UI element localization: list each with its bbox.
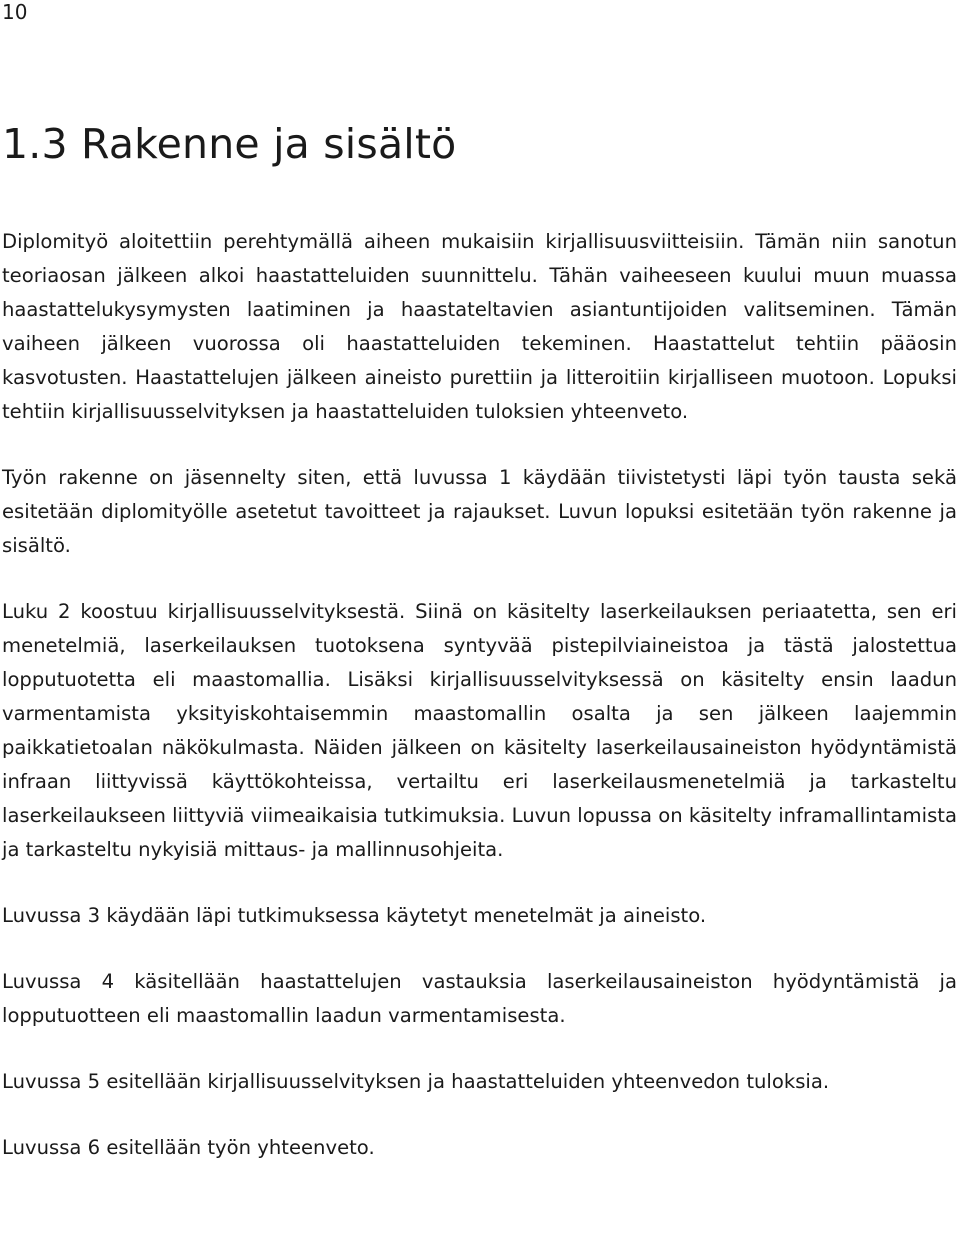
- paragraph-structure: Työn rakenne on jäsennelty siten, että luvussa 1 käydään tiivistetysti läpi työn tausta sekä esitetään diplomityölle asetetut tavoitteet ja rajaukset. Luvun lopuksi esitetään työn rakenne ja sisältö.: [2, 466, 957, 557]
- section-title: 1.3 Rakenne ja sisältö: [2, 120, 457, 168]
- body-text: [2, 225, 957, 1197]
- page-number: 10: [2, 0, 28, 24]
- paragraph-chapter-5: Luvussa 5 esitellään kirjallisuusselvityksen ja haastatteluiden yhteenvedon tuloksia.: [2, 1070, 830, 1093]
- paragraph-chapter-4: Luvussa 4 käsitellään haastattelujen vastauksia laserkeilausaineiston hyödyntämistä ja lopputuotteen eli maastomallin laadun varmentamisesta.: [2, 970, 957, 1027]
- paragraph-chapter-3: Luvussa 3 käydään läpi tutkimuksessa käytetyt menetelmät ja aineisto.: [2, 904, 707, 927]
- paragraph-chapter-6: Luvussa 6 esitellään työn yhteenveto.: [2, 1136, 375, 1159]
- paragraph-intro: Diplomityö aloitettiin perehtymällä aiheen mukaisiin kirjallisuusviitteisiin. Tämän niin sanotun teoriaosan jälkeen alkoi haastatteluiden suunnittelu. Tähän vaiheeseen kuului muun muassa haastattelukysymysten laatiminen ja haastateltavien asiantuntijoiden valitseminen. Tämän vaiheen jälkeen vuorossa oli haastatteluiden tekeminen. Haastattelut tehtiin pääosin kasvotusten. Haastattelujen jälkeen aineisto purettiin ja litteroitiin kirjalliseen muotoon. Lopuksi tehtiin kirjallisuusselvityksen ja haastatteluiden tuloksien yhteenveto.: [2, 230, 957, 423]
- paragraph-chapter-2: Luku 2 koostuu kirjallisuusselvityksestä. Siinä on käsitelty laserkeilauksen periaatetta, sen eri menetelmiä, laserkeilauksen tuotoksena syntyvää pistepilviaineistoa ja tästä jalostettua lopputuotetta eli maastomallia. Lisäksi kirjallisuusselvityksessä on käsitelty ensin laadun varmentamista yksityiskohtaisemmin maastomallin osalta ja sen jälkeen laajemmin paikkatietoalan näkökulmasta. Näiden jälkeen on käsitelty laserkeilausaineiston hyödyntämistä infraan liittyvissä käyttökohteissa, vertailtu eri laserkeilausmenetelmiä ja tarkasteltu laserkeilaukseen liittyviä viimeaikaisia tutkimuksia. Luvun lopussa on käsitelty inframallintamista ja tarkasteltu nykyisiä mittaus- ja mallinnusohjeita.: [2, 600, 957, 861]
